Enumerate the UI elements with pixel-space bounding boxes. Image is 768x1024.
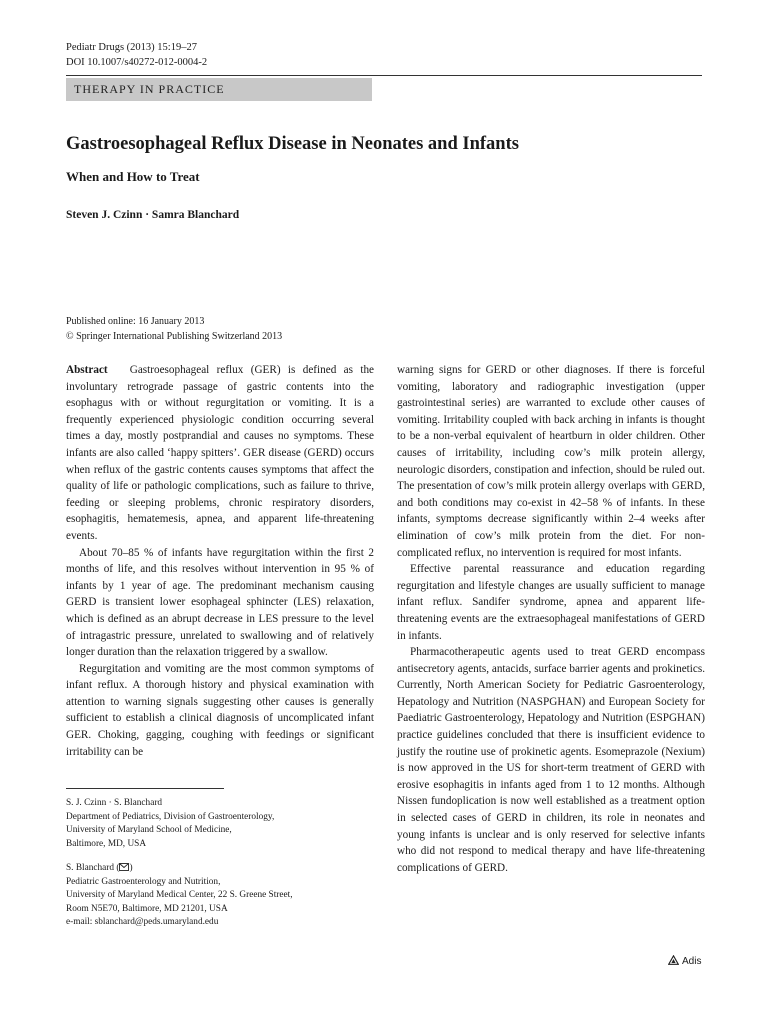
- affiliation-block: [66, 797, 274, 851]
- journal-info: [66, 40, 207, 70]
- correspondence-block: [66, 862, 293, 930]
- affiliation-line: University of Maryland Medical Center, 22 S. Greene Street,: [66, 890, 293, 900]
- left-column: [66, 362, 374, 760]
- affiliation-line: Pediatric Gastroenterology and Nutrition,: [66, 876, 221, 887]
- adis-triangle-icon: [668, 956, 682, 967]
- publication-info: [66, 314, 282, 344]
- section-label: THERAPY IN PRACTICE: [74, 82, 225, 96]
- abstract-text: Gastroesophageal reflux (GER) is defined as the involuntary retrograde passage of gastric contents into the esophagus with or without regurgitation or vomiting. It is a frequently experienced physiologic condition occurring several times a day, mostly postprandial and causes no symptoms. These infants are also called ‘happy spitters’. GER disease (GERD) occurs when reflux of the gastric contents causes symptoms that affect the quality of life or pathologic complications, such as failure to thrive, feeding or sleeping problems, chronic respiratory disorders, esophagitis, hematemesis, apnea, and apparent life-threatening events.: [66, 364, 375, 542]
- affiliation-line: Baltimore, MD, USA: [66, 838, 147, 849]
- abstract-label: Abstract: [66, 364, 108, 376]
- right-column: [397, 362, 705, 876]
- affiliation-authors: S. J. Czinn · S. Blanchard: [66, 798, 163, 808]
- abstract-paragraph: [66, 362, 374, 545]
- affiliation-line: Room N5E70, Baltimore, MD 21201, USA: [66, 903, 228, 914]
- email-address: e-mail: sblanchard@peds.umaryland.edu: [66, 917, 219, 927]
- article-title: Gastroesophageal Reflux Disease in Neonates and Infants: [66, 134, 519, 154]
- copyright-notice: © Springer International Publishing Switzerland 2013: [66, 331, 283, 342]
- journal-citation: Pediatr Drugs (2013) 15:19–27: [66, 42, 197, 53]
- affiliation-line: Department of Pediatrics, Division of Gastroenterology,: [66, 811, 275, 822]
- header-rule: [66, 75, 702, 76]
- article-subtitle: When and How to Treat: [66, 169, 200, 184]
- paragraph: Pharmacotherapeutic agents used to treat GERD encompass antisecretory agents, antacids, surface barrier agents and prokinetics. Currently, North American Society for Pediatric Gasroenterology, Hepatology and Nutrition (NASPGHAN) and European Society for Paediatric Gastroenterology, Hepatology and Nutrition (ESPGHAN) practice guidelines concluded that there is insufficient evidence to justify the routine use of prokinetic agents. Esomeprazole (Nexium) is now approved in the US for short-term treatment of GERD with erosive esophagitis in infants aged from 1 to 12 months. Although Nissen fundoplication is now well established as a treatment option in selected cases of GERD in children, its role in neonates and young infants is unclear and is only reserved for selective infants who did not respond to medical therapy and have life-threatening complications of GERD.: [397, 646, 705, 874]
- paragraph: About 70–85 % of infants have regurgitation within the first 2 months of life, and this resolves without intervention in 95 % of infants by 1 year of age. The predominant mechanism causing GERD is transient lower esophageal sphincter (LES) relaxation, which is defined as an abrupt decrease in LES pressure to the level of intragastric pressure, unrelated to swallowing and of relatively longer duration than the relaxation triggered by a swallow.: [66, 546, 374, 659]
- publisher-name: Adis: [682, 956, 702, 967]
- envelope-icon: [119, 863, 129, 873]
- paragraph: warning signs for GERD or other diagnoses. If there is forceful vomiting, laboratory and radiographic investigation (upper gastrointestinal series) are warranted to exclude other causes of vomiting. Irritability coupled with back arching in infants is thought to be a non-verbal equivalent of heartburn in older children. Other causes of irritability, including cow’s milk protein allergy, neurologic disorders, constipation and infection, should be ruled out. The presentation of cow’s milk protein allergy overlaps with GERD, and both conditions may co-exist in 42–58 % of infants. In these infants, symptoms decrease significantly within 2–4 weeks after elimination of cow’s milk protein from the diet. For non-complicated reflux, no intervention is required for most infants.: [397, 364, 705, 559]
- published-date: Published online: 16 January 2013: [66, 316, 205, 327]
- paragraph: Regurgitation and vomiting are the most common symptoms of infant reflux. A thorough history and physical examination with attention to warning signals suggesting other causes is generally sufficient to establish a clinical diagnosis of uncomplicated infant GER. Choking, gagging, coughing with feedings or significant irritability can be: [66, 662, 374, 758]
- paragraph: Effective parental reassurance and education regarding regurgitation and lifestyle changes are usually sufficient to manage infant reflux. Sandifer syndrome, apnea and apparent life-threatening events are the extraesophageal manifestations of GERD in infants.: [397, 563, 705, 642]
- journal-doi: DOI 10.1007/s40272-012-0004-2: [66, 57, 208, 68]
- affiliation-line: University of Maryland School of Medicine,: [66, 825, 232, 835]
- article-authors: Steven J. Czinn · Samra Blanchard: [66, 209, 240, 221]
- footnote-rule: [66, 788, 224, 789]
- publisher-logo: [668, 955, 701, 967]
- correspondence-author: S. Blanchard ( ): [66, 863, 133, 873]
